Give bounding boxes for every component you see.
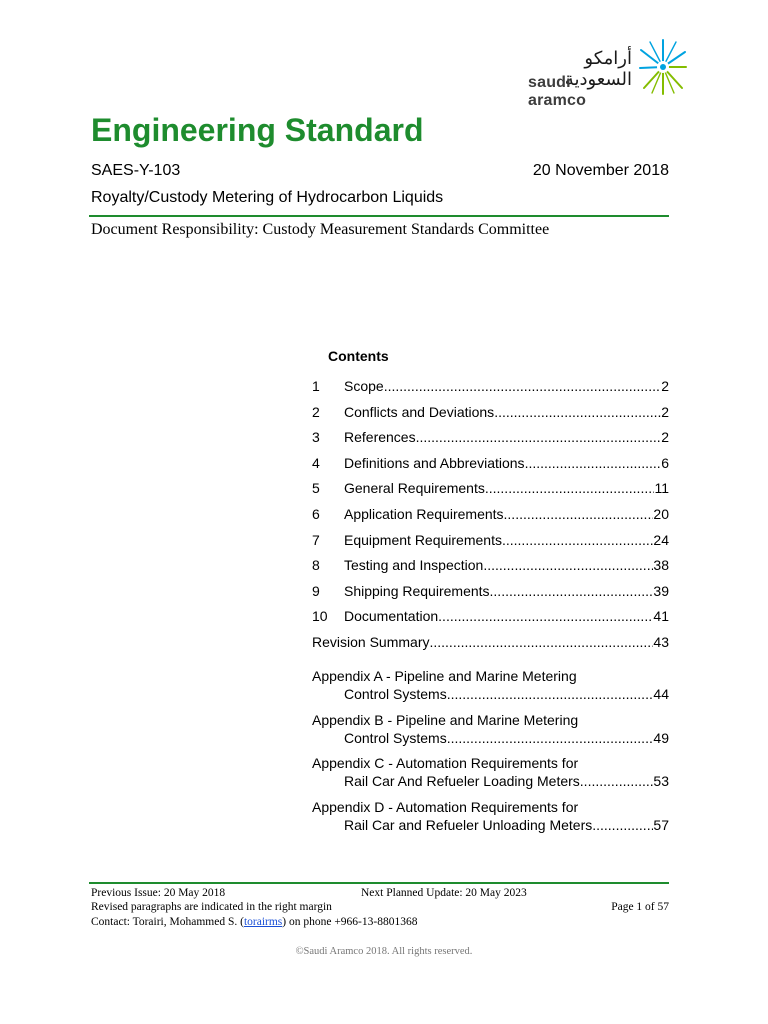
toc-page: 2 (661, 378, 669, 394)
contact-prefix: Contact: Torairi, Mohammed S. ( (91, 916, 244, 928)
appendix-d-title[interactable]: Appendix D - Automation Requirements for (312, 799, 579, 815)
contact-suffix: ) on phone +966-13-8801368 (282, 916, 418, 928)
contact-email-link[interactable]: torairms (243, 916, 283, 928)
logo-english-text: saudi aramco (528, 74, 587, 109)
toc-leader (580, 773, 654, 789)
document-title: Engineering Standard (91, 112, 424, 148)
toc-label: Application Requirements (344, 506, 504, 522)
toc-leader (483, 557, 653, 573)
toc-label: Equipment Requirements (344, 531, 502, 548)
toc-number: 6 (312, 506, 320, 522)
toc-number: 4 (312, 454, 320, 471)
toc-page: 38 (653, 557, 669, 574)
toc-label: Revision Summary (312, 634, 430, 650)
toc-number: 7 (312, 531, 320, 548)
toc-number: 1 (312, 378, 320, 394)
toc-label: Documentation (344, 608, 439, 625)
toc-entry[interactable] (312, 608, 669, 626)
appendix-d-entry[interactable] (344, 817, 669, 835)
footer-divider (89, 882, 669, 884)
toc-entry[interactable] (312, 455, 669, 473)
saudi-aramco-logo (528, 38, 688, 109)
document-responsibility: Document Responsibility: Custody Measurement Standards Committee (91, 221, 550, 238)
toc-number: 2 (312, 403, 320, 420)
toc-leader (525, 455, 662, 471)
toc-page: 49 (653, 730, 669, 746)
document-number: SAES-Y-103 (91, 162, 181, 179)
previous-issue: Previous Issue: 20 May 2018 (91, 887, 226, 899)
toc-page: 2 (661, 403, 669, 420)
toc-revision-summary[interactable] (312, 634, 669, 652)
toc-number: 10 (312, 608, 328, 625)
toc-label: Shipping Requirements (344, 582, 490, 599)
revised-note: Revised paragraphs are indicated in the right margin (91, 901, 332, 913)
toc-entry[interactable] (312, 506, 669, 524)
toc-page: 11 (654, 480, 669, 497)
appendix-a-entry[interactable] (344, 686, 669, 704)
toc-leader (502, 532, 653, 548)
toc-leader (592, 817, 653, 833)
contents-heading: Contents (328, 348, 389, 364)
toc-number: 5 (312, 480, 320, 497)
toc-leader (490, 583, 654, 599)
toc-page: 44 (653, 686, 669, 702)
toc-page: 2 (661, 429, 669, 446)
contact-line (91, 916, 417, 928)
appendix-c-title[interactable]: Appendix C - Automation Requirements for (312, 755, 579, 771)
toc-label: Conflicts and Deviations (344, 403, 495, 420)
page-number: Page 1 of 57 (611, 901, 669, 913)
toc-entry[interactable] (312, 378, 669, 396)
aramco-star-icon (638, 38, 688, 96)
toc-entry[interactable] (312, 557, 669, 575)
toc-entry[interactable] (312, 404, 669, 422)
toc-page: 53 (653, 773, 669, 789)
toc-leader (438, 608, 653, 624)
appendix-a-title[interactable]: Appendix A - Pipeline and Marine Metering (312, 668, 577, 684)
toc-leader (384, 378, 662, 394)
toc-label: Rail Car And Refueler Loading Meters (344, 773, 580, 789)
toc-number: 8 (312, 557, 320, 574)
toc-leader (447, 730, 654, 746)
toc-entry[interactable] (312, 429, 669, 447)
next-planned-update: Next Planned Update: 20 May 2023 (361, 887, 527, 899)
toc-number: 9 (312, 582, 320, 599)
document-subject: Royalty/Custody Metering of Hydrocarbon Liquids (91, 189, 444, 206)
toc-label: References (344, 429, 416, 446)
toc-page: 43 (653, 634, 669, 650)
toc-entry[interactable] (312, 532, 669, 550)
toc-leader (416, 429, 662, 445)
toc-leader (504, 506, 654, 522)
logo-arabic-text: أرامكو السعودية (564, 48, 632, 90)
toc-page: 20 (653, 506, 669, 522)
toc-label: Rail Car and Refueler Unloading Meters (344, 817, 593, 833)
toc-leader (494, 404, 661, 420)
copyright: ©Saudi Aramco 2018. All rights reserved. (295, 946, 473, 957)
toc-leader (447, 686, 654, 702)
toc-page: 39 (653, 582, 669, 599)
appendix-c-entry[interactable] (344, 773, 669, 791)
toc-number: 3 (312, 429, 320, 446)
toc-label: General Requirements (344, 480, 485, 497)
document-date: 20 November 2018 (532, 162, 669, 179)
toc-page: 57 (653, 817, 669, 833)
toc-page: 24 (653, 531, 669, 548)
toc-label: Definitions and Abbreviations (344, 454, 525, 471)
toc-label: Scope (344, 378, 384, 394)
toc-entry[interactable] (312, 583, 669, 601)
toc-label: Testing and Inspection (344, 557, 484, 574)
appendix-b-title[interactable]: Appendix B - Pipeline and Marine Metering (312, 712, 579, 728)
toc-label: Control Systems (344, 730, 447, 746)
toc-page: 41 (653, 608, 669, 625)
toc-leader (429, 634, 653, 650)
header-divider (89, 215, 669, 217)
toc-page: 6 (661, 454, 669, 471)
toc-entry[interactable] (312, 480, 669, 498)
toc-leader (485, 480, 655, 496)
appendix-b-entry[interactable] (344, 730, 669, 748)
toc-label: Control Systems (344, 686, 447, 702)
